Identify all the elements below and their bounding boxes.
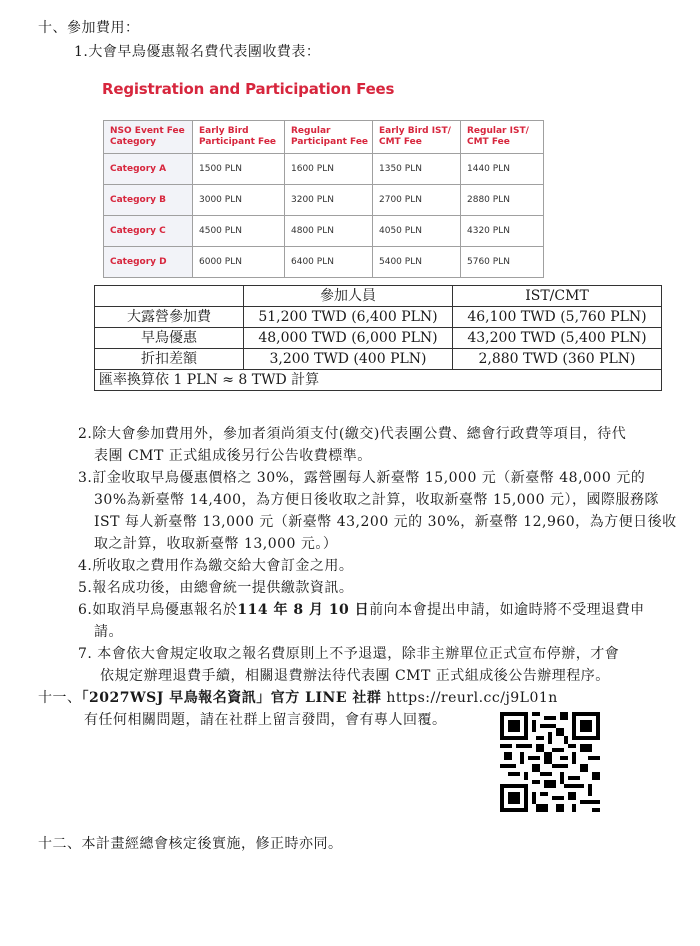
fee-header-cell — [373, 121, 461, 154]
item-6-prefix: 6.如取消早鳥優惠報名於 — [78, 602, 238, 618]
header-line: CMT Fee — [379, 137, 422, 147]
twd-cell: 43,200 TWD (5,400 PLN) — [453, 328, 662, 349]
item-3-line-3: IST 每人新臺幣 13,000 元（新臺幣 43,200 元的 30%，新臺幣 12,960，為方便日後收 — [94, 514, 677, 530]
qr-code-icon[interactable] — [500, 712, 600, 812]
item-5: 5.報名成功後，由總會統一提供繳款資訊。 — [78, 580, 354, 596]
item-3-line-2: 30%為新臺幣 14,400，為方便日後收取之計算，收取新臺幣 15,000 元），國際服務隊 — [94, 492, 659, 508]
fee-table-image — [96, 76, 566, 286]
item-3-line-4: 取之計算，收取新臺幣 13,000 元。） — [94, 536, 338, 552]
line-group-link[interactable]: https://reurl.cc/j9L01n — [386, 690, 558, 706]
twd-label-cell: 早鳥優惠 — [95, 328, 244, 349]
fee-cell: 2880 PLN — [461, 185, 544, 216]
fee-header-cell — [285, 121, 373, 154]
fee-cell: 1600 PLN — [285, 154, 373, 185]
twd-header-cell: 參加人員 — [244, 286, 453, 307]
header-line: Category — [110, 137, 157, 147]
fee-cell: 1350 PLN — [373, 154, 461, 185]
header-line: Regular — [291, 126, 331, 136]
twd-conversion-table — [94, 285, 662, 391]
twd-label-cell: 折扣差額 — [95, 349, 244, 370]
fee-table-header-row — [104, 121, 544, 154]
section-10-heading: 十、參加費用： — [38, 20, 140, 36]
fee-header-cell — [104, 121, 193, 154]
fee-cell: 2700 PLN — [373, 185, 461, 216]
item-2-line-2: 表團 CMT 正式組成後另行公告收費標準。 — [94, 448, 372, 464]
fee-header-cell — [461, 121, 544, 154]
fee-cell: 5400 PLN — [373, 247, 461, 278]
twd-row — [95, 349, 662, 370]
section-12: 十二、本計畫經總會核定後實施，修正時亦同。 — [38, 836, 343, 852]
fee-category-cell: Category B — [104, 185, 193, 216]
item-4: 4.所收取之費用作為繳交給大會訂金之用。 — [78, 558, 354, 574]
item-6-line-2: 請。 — [94, 624, 123, 640]
twd-cell: 46,100 TWD (5,760 PLN) — [453, 307, 662, 328]
header-line: NSO Event Fee — [110, 126, 185, 136]
fee-category-cell: Category D — [104, 247, 193, 278]
fee-cell: 4800 PLN — [285, 216, 373, 247]
twd-row — [95, 328, 662, 349]
fee-cell: 1440 PLN — [461, 154, 544, 185]
twd-cell: 2,880 TWD (360 PLN) — [453, 349, 662, 370]
fee-cell: 5760 PLN — [461, 247, 544, 278]
item-7-line-1: 7. 本會依大會規定收取之報名費原則上不予退還，除非主辦單位正式宣布停辦，才會 — [78, 646, 620, 662]
section-11-note: 有任何相關問題，請在社群上留言發問，會有專人回覆。 — [84, 712, 447, 728]
header-line: Early Bird IST/ — [379, 126, 451, 136]
twd-note-row — [95, 370, 662, 391]
fee-cell: 3000 PLN — [193, 185, 285, 216]
twd-header-row — [95, 286, 662, 307]
twd-cell: 48,000 TWD (6,000 PLN) — [244, 328, 453, 349]
header-line: Participant Fee — [291, 137, 369, 147]
header-line: Regular IST/ — [467, 126, 529, 136]
fee-cell: 4320 PLN — [461, 216, 544, 247]
fee-table — [103, 120, 544, 278]
item-6-line-1 — [78, 600, 645, 620]
header-line: Early Bird — [199, 126, 249, 136]
item-1-caption: 1.大會早鳥優惠報名費代表團收費表： — [74, 44, 321, 60]
fee-cell: 4500 PLN — [193, 216, 285, 247]
item-2-line-1: 2.除大會參加費用外，參加者須尚須支付(繳交)代表團公費、總會行政費等項目，待代 — [78, 426, 627, 442]
twd-cell: 51,200 TWD (6,400 PLN) — [244, 307, 453, 328]
fee-header-cell — [193, 121, 285, 154]
fee-table-row — [104, 185, 544, 216]
twd-cell: 3,200 TWD (400 PLN) — [244, 349, 453, 370]
twd-row — [95, 307, 662, 328]
section-11-prefix: 十一、 — [38, 690, 82, 706]
section-11-heading — [38, 688, 558, 708]
fee-table-title: Registration and Participation Fees — [102, 80, 395, 98]
fee-table-row — [104, 154, 544, 185]
fee-category-cell: Category A — [104, 154, 193, 185]
fee-cell: 4050 PLN — [373, 216, 461, 247]
item-7-line-2: 依規定辦理退費手續，相關退費辦法待代表團 CMT 正式組成後公告辦理程序。 — [100, 668, 610, 684]
fee-cell: 1500 PLN — [193, 154, 285, 185]
twd-header-cell: IST/CMT — [453, 286, 662, 307]
fee-cell: 6000 PLN — [193, 247, 285, 278]
twd-label-cell: 大露營參加費 — [95, 307, 244, 328]
item-3-line-1: 3.訂金收取早鳥優惠價格之 30%，露營團每人新臺幣 15,000 元（新臺幣 48,000 元的 — [78, 470, 646, 486]
fee-cell: 6400 PLN — [285, 247, 373, 278]
item-6-suffix: 前向本會提出申請，如逾時將不受理退費申 — [369, 602, 645, 618]
fee-category-cell: Category C — [104, 216, 193, 247]
fee-table-row — [104, 247, 544, 278]
item-6-deadline: 114 年 8 月 10 日 — [237, 602, 370, 618]
header-line: Participant Fee — [199, 137, 277, 147]
exchange-rate-note: 匯率換算依 1 PLN ≈ 8 TWD 計算 — [95, 370, 662, 391]
header-line: CMT Fee — [467, 137, 510, 147]
twd-header-cell — [95, 286, 244, 307]
fee-table-row — [104, 216, 544, 247]
line-group-name: 「2027WSJ 早鳥報名資訊」官方 LINE 社群 — [81, 690, 382, 706]
fee-cell: 3200 PLN — [285, 185, 373, 216]
